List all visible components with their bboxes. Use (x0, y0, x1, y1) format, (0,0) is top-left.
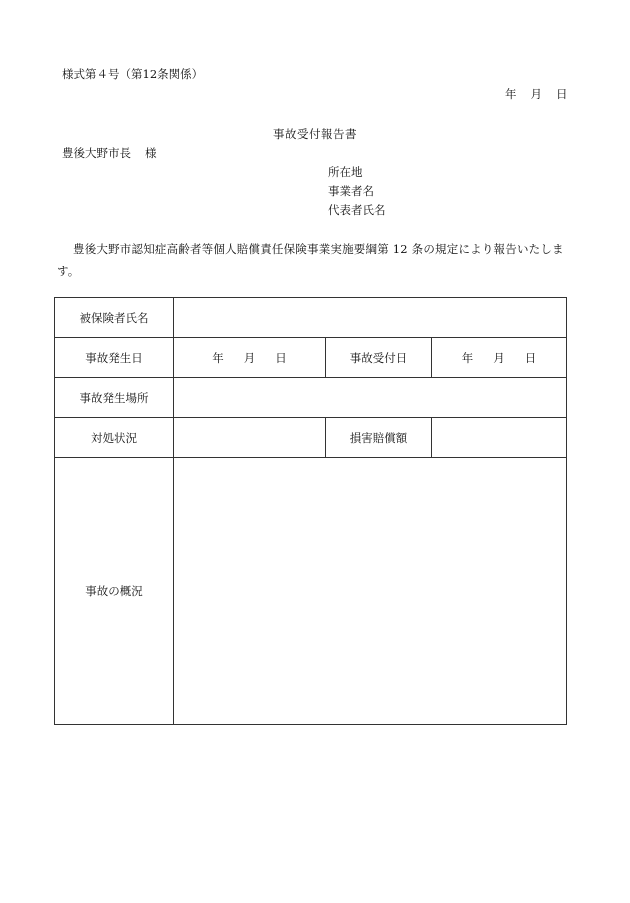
accident-date-label: 事故発生日 (55, 338, 174, 378)
response-field[interactable] (174, 418, 326, 458)
date-day: 日 (556, 87, 568, 101)
received-date-day: 日 (524, 350, 537, 365)
date-month: 月 (530, 87, 542, 101)
report-date (505, 86, 568, 102)
row-summary (55, 458, 567, 725)
form-number: 様式第４号（第12条関係） (62, 67, 204, 81)
received-date-label: 事故受付日 (326, 338, 432, 378)
addressee (62, 145, 157, 161)
received-date-month: 月 (493, 350, 505, 365)
damages-field[interactable] (432, 418, 567, 458)
damages-label: 損害賠償額 (326, 418, 432, 458)
summary-label: 事故の概況 (55, 458, 174, 725)
location-field[interactable] (174, 378, 567, 418)
insured-name-field[interactable] (174, 298, 567, 338)
date-year: 年 (505, 87, 517, 101)
row-response (55, 418, 567, 458)
addressee-name: 豊後大野市長 (62, 146, 131, 160)
accident-date-month: 月 (243, 350, 256, 365)
location-label: 事故発生場所 (55, 378, 174, 418)
sender-business-name-label: 事業者名 (328, 184, 374, 198)
body-text: 豊後大野市認知症高齢者等個人賠償責任保険事業実施要綱第 12 条の規定により報告いたします。 (57, 242, 564, 278)
document-title: 事故受付報告書 (273, 127, 357, 141)
sender-representative-label: 代表者氏名 (328, 203, 386, 217)
report-table (54, 297, 567, 725)
accident-date-year: 年 (212, 350, 224, 365)
accident-date-field[interactable] (174, 338, 326, 378)
accident-date-day: 日 (275, 350, 287, 365)
response-label: 対処状況 (55, 418, 174, 458)
addressee-honorific: 様 (145, 146, 157, 160)
row-insured-name (55, 298, 567, 338)
received-date-field[interactable] (432, 338, 567, 378)
sender-address-label: 所在地 (328, 165, 363, 179)
row-location (55, 378, 567, 418)
received-date-year: 年 (461, 350, 474, 365)
insured-name-label: 被保険者氏名 (55, 298, 174, 338)
summary-field[interactable] (174, 458, 567, 725)
row-dates (55, 338, 567, 378)
